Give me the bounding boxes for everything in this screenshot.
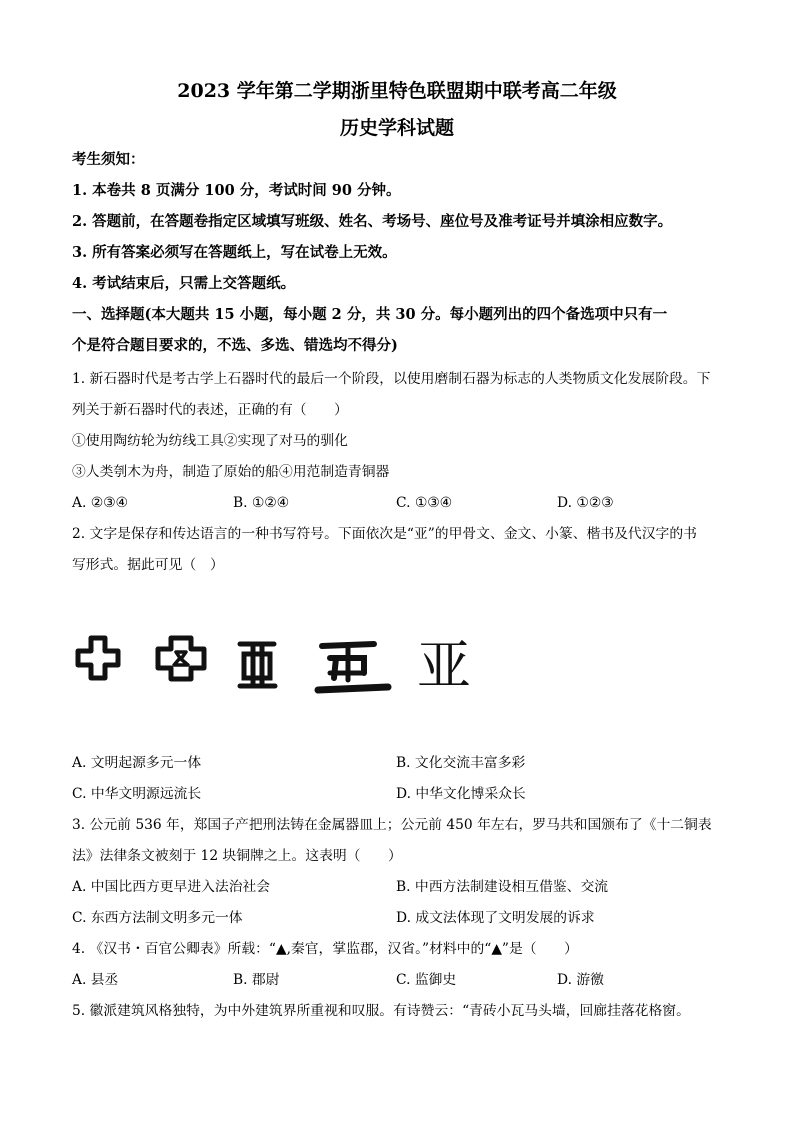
instruction-item-2: 2. 答题前，在答题卷指定区域填写班级、姓名、考场号、座位号及准考证号并填涂相应数字。	[72, 213, 673, 230]
q2-stem-line-2: 写形式。据此可见（ ）	[72, 557, 224, 573]
q4-option-a[interactable]: A. 县丞	[72, 972, 119, 988]
q1-stem-line-2: 列关于新石器时代的表述，正确的有（ ）	[72, 402, 348, 418]
q2-stem-line-1: 2. 文字是保存和传达语言的一种书写符号。下面依次是“亚”的甲骨文、金文、小篆、楷书及代汉字的书	[72, 526, 697, 542]
q1-option-a[interactable]: A. ②③④	[72, 495, 128, 511]
q3-stem-line-1: 3. 公元前 536 年，郑国子产把刑法铸在金属器皿上；公元前 450 年左右，罗马共和国颁布了《十二铜表	[72, 817, 712, 833]
ya-regular-script-glyph	[318, 644, 388, 690]
exam-title: 2023 学年第二学期浙里特色联盟期中联考高二年级	[177, 80, 617, 102]
ya-modern-glyph: 亚	[417, 634, 471, 697]
section-heading-line-1: 一、选择题(本大题共 15 小题，每小题 2 分，共 30 分。每小题列出的四个备选项中只有一	[72, 306, 668, 323]
q1-statement-line-2: ③人类刳木为舟，制造了原始的船④用范制造青铜器	[72, 464, 390, 480]
q3-stem-line-2: 法》法律条文被刻于 12 块铜牌之上。这表明（ ）	[72, 848, 402, 864]
instruction-item-3: 3. 所有答案必须写在答题纸上，写在试卷上无效。	[72, 244, 397, 261]
q4-option-c[interactable]: C. 监御史	[396, 972, 457, 988]
q1-option-d[interactable]: D. ①②③	[557, 495, 614, 511]
q3-option-b[interactable]: B. 中西方法制建设相互借鉴、交流	[396, 879, 609, 895]
ya-character-evolution-figure	[72, 618, 502, 700]
q2-option-a[interactable]: A. 文明起源多元一体	[72, 755, 202, 771]
q3-option-d[interactable]: D. 成文法体现了文明发展的诉求	[396, 910, 595, 926]
q1-option-c[interactable]: C. ①③④	[396, 495, 452, 511]
q2-option-d[interactable]: D. 中华文化博采众长	[396, 786, 526, 802]
q3-option-c[interactable]: C. 东西方法制文明多元一体	[72, 910, 243, 926]
q1-stem-line-1: 1. 新石器时代是考古学上石器时代的最后一个阶段，以使用磨制石器为标志的人类物质文化发展阶段。下	[72, 371, 711, 387]
instruction-item-4: 4. 考试结束后，只需上交答题纸。	[72, 275, 296, 292]
q1-statement-line-1: ①使用陶纺轮为纺线工具②实现了对马的驯化	[72, 433, 348, 449]
ya-small-seal-glyph	[240, 644, 275, 686]
section-heading-line-2: 个是符合题目要求的，不选、多选、错选均不得分)	[72, 337, 398, 354]
q3-option-a[interactable]: A. 中国比西方更早进入法治社会	[72, 879, 271, 895]
ya-glyphs-svg	[72, 618, 502, 700]
q5-stem-line-1: 5. 徽派建筑风格独特，为中外建筑界所重视和叹服。有诗赞云：“青砖小瓦马头墙，回廊挂落花格窗。	[72, 1003, 690, 1019]
instruction-item-1: 1. 本卷共 8 页满分 100 分，考试时间 90 分钟。	[72, 182, 401, 199]
q4-stem-line-1: 4. 《汉书・百官公卿表》所载：“▲,秦官，掌监郡，汉省。”材料中的“▲”是（ ）	[72, 941, 578, 957]
exam-subject-title: 历史学科试题	[339, 117, 454, 139]
q4-option-b[interactable]: B. 郡尉	[233, 972, 280, 988]
instructions-heading: 考生须知：	[72, 151, 145, 168]
q2-option-b[interactable]: B. 文化交流丰富多彩	[396, 755, 526, 771]
ya-oracle-bone-glyph	[78, 638, 118, 678]
ya-bronze-glyph	[158, 638, 204, 679]
q2-option-c[interactable]: C. 中华文明源远流长	[72, 786, 202, 802]
q4-option-d[interactable]: D. 游徼	[557, 972, 604, 988]
q1-option-b[interactable]: B. ①②④	[233, 495, 290, 511]
